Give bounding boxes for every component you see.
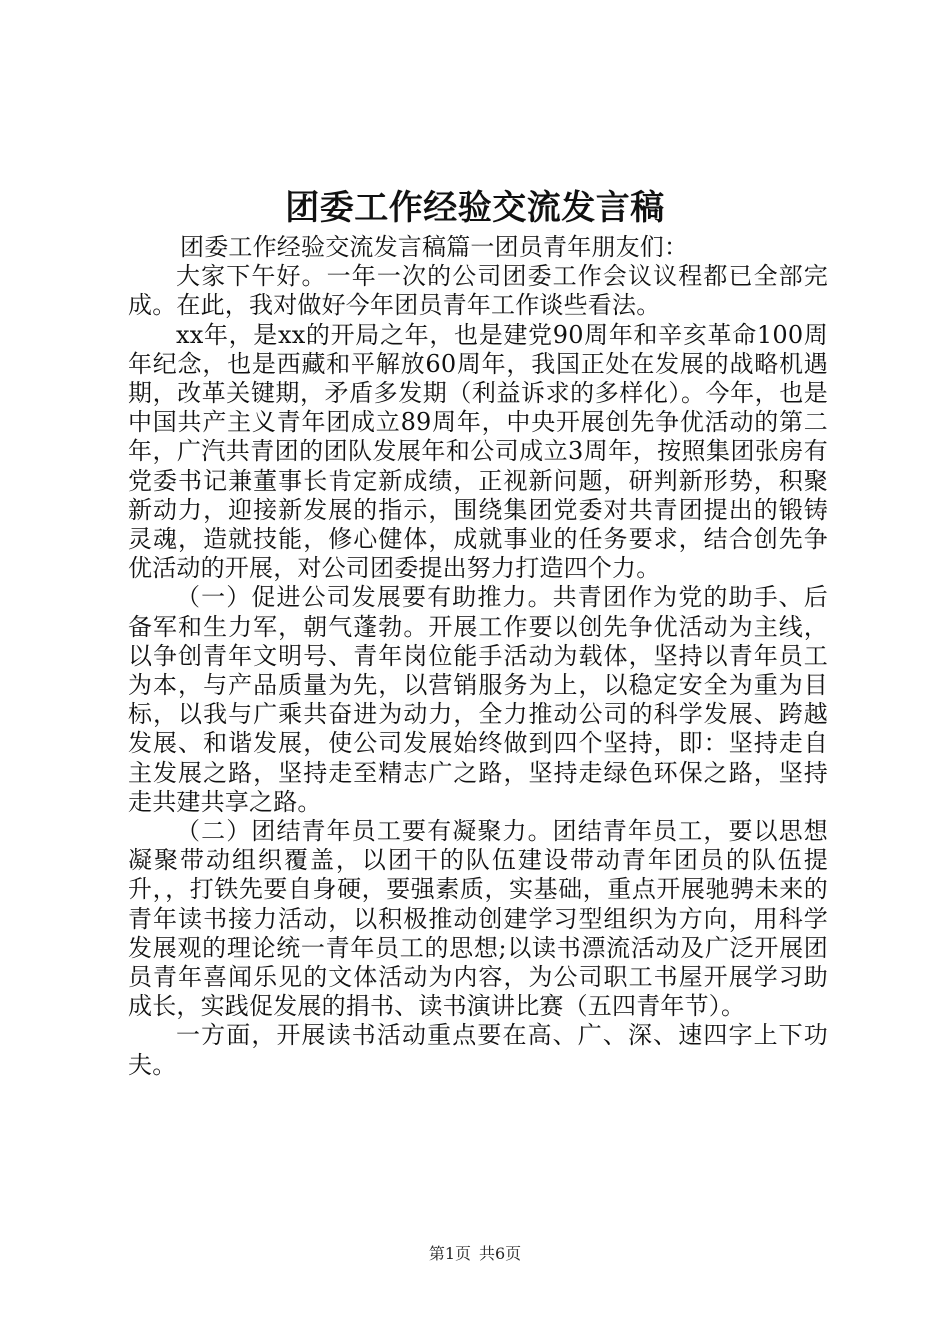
paragraph: （二）团结青年员工要有凝聚力。团结青年员工，要以思想凝聚带动组织覆盖，以团干的队伍建设带动青年团员的队伍提升，，打铁先要自身硬，要强素质，实基础，重点开展驰骋未来的青年读书接力活动，以积极推动创建学习型组织为方向，用科学发展观的理论统一青年员工的思想;以读书漂流活动及广泛开展团员青年喜闻乐见的文体活动为内容，为公司职工书屋开展学习助成长，实践促发展的捐书、读书演讲比赛（五四青年节）。 — [128, 817, 828, 1021]
page-footer — [0, 1244, 950, 1264]
page-total: 共6页 — [479, 1244, 522, 1263]
page-number: 第1页 — [428, 1244, 471, 1263]
paragraph: 大家下午好。一年一次的公司团委工作会议议程都已全部完成。在此，我对做好今年团员青年工作谈些看法。 — [128, 262, 828, 320]
paragraph: 一方面，开展读书活动重点要在高、广、深、速四字上下功夫。 — [128, 1021, 828, 1079]
document-body — [128, 233, 828, 1080]
document-title: 团委工作经验交流发言稿 — [285, 188, 665, 228]
paragraph: （一）促进公司发展要有助推力。共青团作为党的助手、后备军和生力军，朝气蓬勃。开展工作要以创先争优活动为主线，以争创青年文明号、青年岗位能手活动为载体，坚持以青年员工为本，与产品质量为先，以营销服务为上，以稳定安全为重为目标，以我与广乘共奋进为动力，全力推动公司的科学发展、跨越发展、和谐发展，使公司发展始终做到四个坚持，即：坚持走自主发展之路，坚持走至精志广之路，坚持走绿色环保之路，坚持走共建共享之路。 — [128, 583, 828, 816]
paragraph: 团委工作经验交流发言稿篇一团员青年朋友们： — [180, 233, 689, 261]
paragraph: xx年，是xx的开局之年，也是建党90周年和辛亥革命100周年纪念，也是西藏和平解放60周年，我国正处在发展的战略机遇期，改革关键期，矛盾多发期（利益诉求的多样化）。今年，也是中国共产主义青年团成立89周年，中央开展创先争优活动的第二年，广汽共青团的团队发展年和公司成立3周年，按照集团张房有党委书记兼董事长肯定新成绩，正视新问题，研判新形势，积聚新动力，迎接新发展的指示，围绕集团党委对共青团提出的锻铸灵魂，造就技能，修心健体，成就事业的任务要求，结合创先争优活动的开展，对公司团委提出努力打造四个力。 — [128, 320, 828, 583]
